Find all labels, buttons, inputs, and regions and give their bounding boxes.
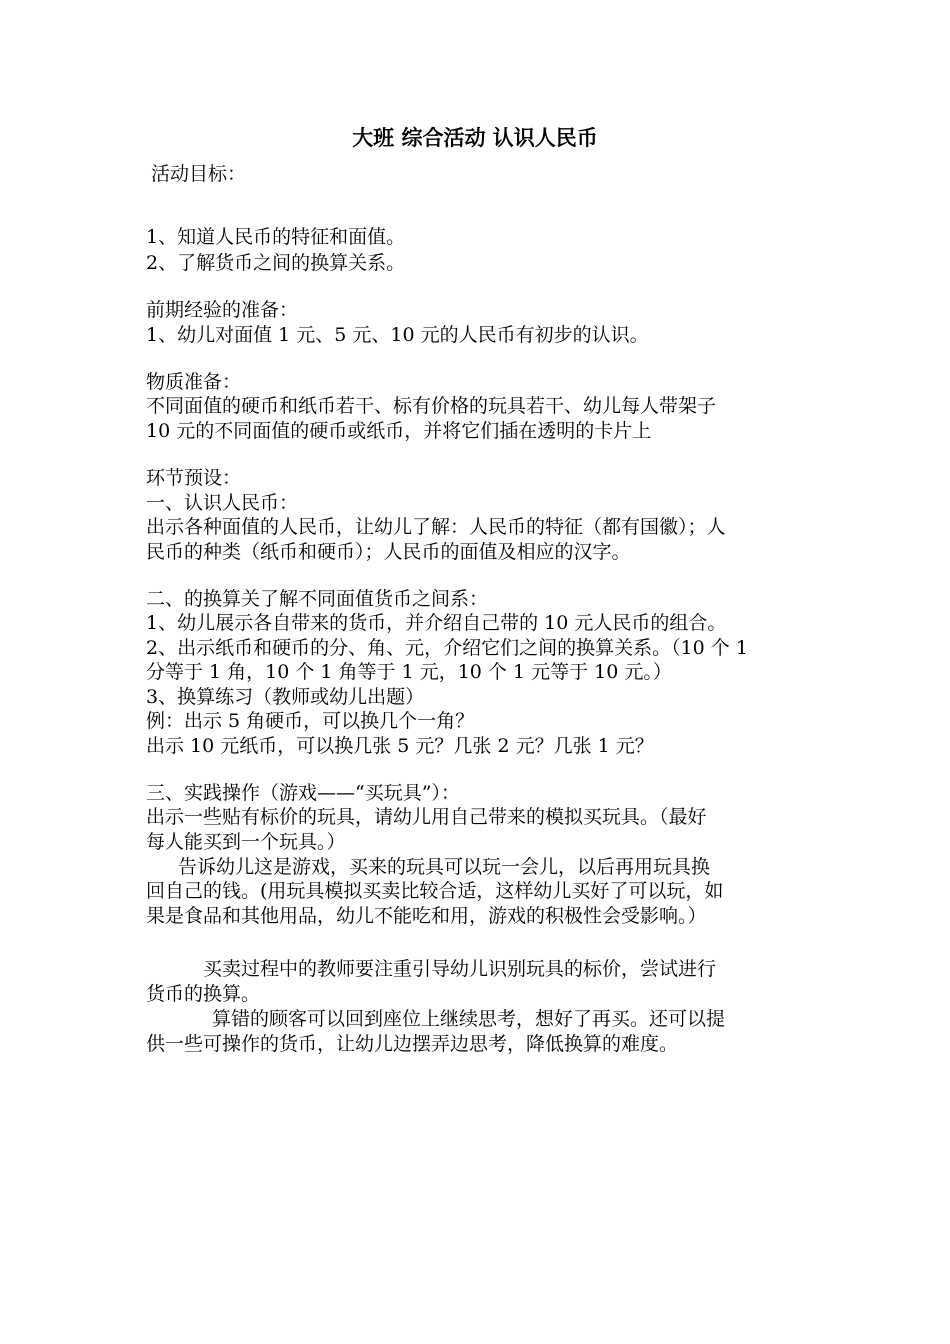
section-heading-materials: 物质准备： bbox=[146, 371, 242, 393]
step-1-line-2: 民币的种类（纸币和硬币）；人民币的面值及相应的汉字。 bbox=[146, 541, 631, 563]
closing-line-1: 买卖过程中的教师要注重引导幼儿识别玩具的标价，尝试进行 bbox=[203, 958, 717, 980]
step-2-line-4: 3、换算练习（教师或幼儿出题） bbox=[146, 686, 425, 708]
materials-line-2: 10 元的不同面值的硬币或纸币，并将它们插在透明的卡片上 bbox=[146, 420, 652, 442]
materials-line-1: 不同面值的硬币和纸币若干、标有价格的玩具若干、幼儿每人带架子 bbox=[146, 395, 717, 417]
step-3-line-4: 回自己的钱。(用玩具模拟买卖比较合适，这样幼儿买好了可以玩，如 bbox=[146, 880, 724, 902]
closing-line-2: 货币的换算。 bbox=[146, 983, 261, 1005]
document-title: 大班 综合活动 认识人民币 bbox=[352, 126, 598, 150]
step-2-line-1: 1、幼儿展示各自带来的货币，并介绍自己带的 10 元人民币的组合。 bbox=[146, 612, 727, 634]
section-heading-steps: 环节预设： bbox=[146, 467, 242, 489]
closing-line-3: 算错的顾客可以回到座位上继续思考，想好了再买。还可以提 bbox=[212, 1008, 726, 1030]
step-1-heading: 一、认识人民币： bbox=[146, 492, 299, 514]
step-1-line-1: 出示各种面值的人民币，让幼儿了解：人民币的特征（都有国徽）；人 bbox=[146, 516, 726, 538]
step-2-line-6: 出示 10 元纸币，可以换几张 5 元？几张 2 元？几张 1 元？ bbox=[146, 735, 654, 757]
section-heading-goals: 活动目标： bbox=[151, 163, 247, 185]
step-2-line-3: 分等于 1 角，10 个 1 角等于 1 元，10 个 1 元等于 10 元。） bbox=[146, 661, 672, 683]
step-2-heading: 二、的换算关了解不同面值货币之间系： bbox=[146, 588, 489, 610]
closing-line-4: 供一些可操作的货币，让幼儿边摆弄边思考，降低换算的难度。 bbox=[146, 1033, 679, 1055]
step-2-line-2: 2、出示纸币和硬币的分、角、元，介绍它们之间的换算关系。（10 个 1 bbox=[146, 637, 748, 659]
goal-item-1: 1、知道人民币的特征和面值。 bbox=[146, 226, 406, 248]
step-3-line-5: 果是食品和其他用品，幼儿不能吃和用，游戏的积极性会受影响。） bbox=[146, 905, 707, 927]
step-3-line-2: 每人能买到一个玩具。） bbox=[146, 831, 346, 853]
experience-item-1: 1、幼儿对面值 1 元、5 元、10 元的人民币有初步的认识。 bbox=[146, 324, 649, 346]
step-3-line-3: 告诉幼儿这是游戏，买来的玩具可以玩一会儿，以后再用玩具换 bbox=[178, 856, 711, 878]
step-3-heading: 三、实践操作（游戏——“买玩具”）： bbox=[146, 782, 460, 804]
step-3-line-1: 出示一些贴有标价的玩具，请幼儿用自己带来的模拟买玩具。（最好 bbox=[146, 806, 707, 828]
goal-item-2: 2、了解货币之间的换算关系。 bbox=[146, 252, 406, 274]
section-heading-experience: 前期经验的准备： bbox=[146, 299, 299, 321]
step-2-line-5: 例：出示 5 角硬币，可以换几个一角？ bbox=[146, 710, 475, 732]
